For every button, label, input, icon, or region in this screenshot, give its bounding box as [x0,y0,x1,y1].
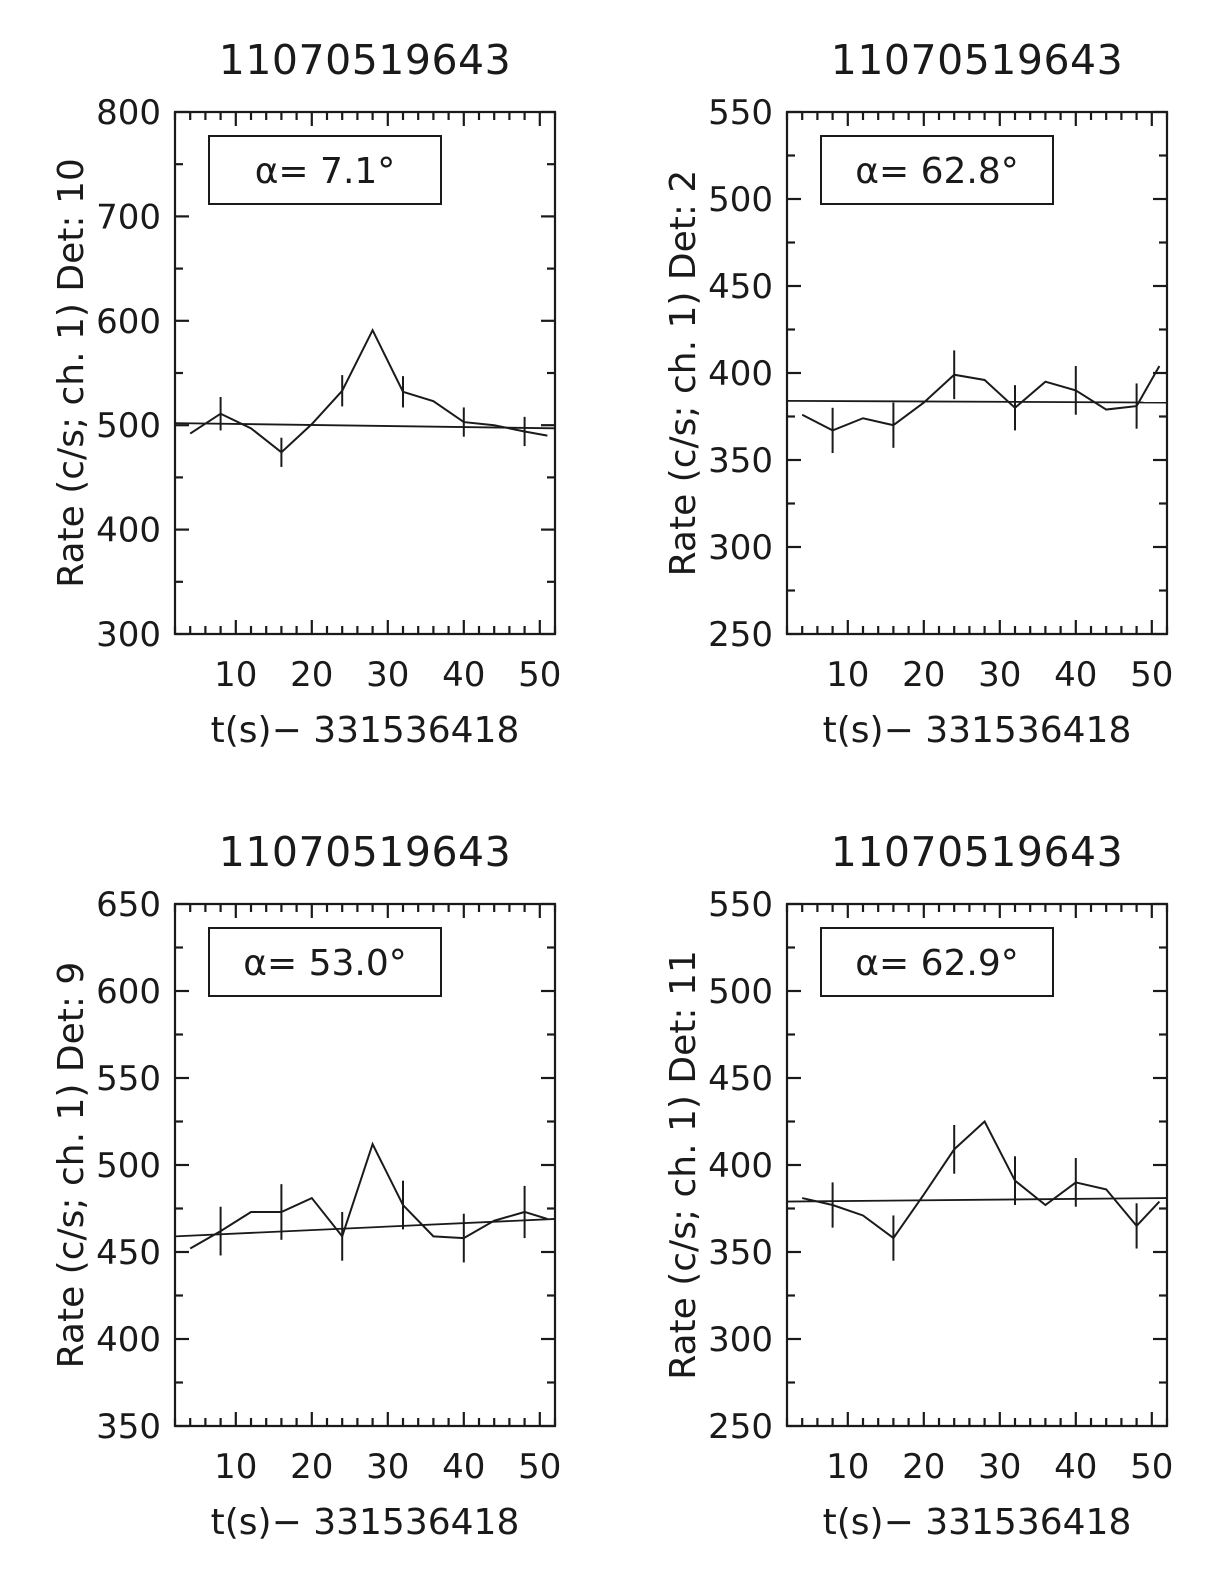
y-tick-label: 500 [96,1146,161,1186]
x-tick-label: 20 [902,1447,946,1487]
y-tick-label: 550 [708,93,773,133]
y-tick-label: 600 [96,972,161,1012]
y-tick-label: 400 [708,1146,773,1186]
y-axis-label: Rate (c/s; ch. 1) Det: 9 [51,961,92,1369]
y-tick-label: 250 [708,615,773,655]
data-series-line [802,1122,1159,1239]
background-fit-line [787,401,1167,403]
x-tick-label: 30 [978,1447,1022,1487]
y-tick-label: 700 [96,197,161,238]
chart-panel-2 [0,792,612,1584]
y-tick-label: 300 [96,615,161,655]
y-tick-label: 500 [708,972,773,1012]
x-tick-label: 10 [214,1447,258,1487]
chart-panel-0 [0,0,612,792]
x-tick-label: 10 [826,655,870,695]
alpha-annotation-text: α= 7.1° [254,151,396,192]
chart-title: 11070519643 [830,36,1124,84]
y-tick-label: 450 [708,267,773,307]
y-tick-label: 400 [708,354,773,394]
chart-panel-1 [612,0,1224,792]
y-tick-label: 800 [96,93,161,133]
y-tick-label: 300 [708,1320,773,1360]
y-tick-label: 400 [96,510,161,551]
x-tick-label: 30 [366,1447,410,1487]
y-tick-label: 400 [96,1320,161,1360]
x-tick-label: 40 [442,1447,486,1487]
x-tick-label: 30 [366,655,410,695]
y-axis-label: Rate (c/s; ch. 1) Det: 11 [663,950,704,1380]
x-axis-label: t(s)− 331536418 [822,1502,1132,1543]
error-bars [833,1125,1137,1261]
y-tick-label: 250 [708,1407,773,1447]
chart-svg [612,792,1224,1584]
background-fit-line [787,1198,1167,1201]
y-axis-label: Rate (c/s; ch. 1) Det: 2 [663,169,704,577]
chart-svg [612,0,1224,792]
chart-title: 11070519643 [830,828,1124,876]
y-tick-label: 650 [96,885,161,925]
alpha-annotation-text: α= 62.8° [855,151,1019,192]
x-axis-label: t(s)− 331536418 [210,710,520,751]
y-tick-label: 450 [96,1233,161,1273]
y-tick-label: 550 [96,1059,161,1099]
x-tick-label: 10 [826,1447,870,1487]
x-tick-label: 50 [518,655,562,695]
x-axis-label: t(s)− 331536418 [822,710,1132,751]
x-tick-label: 20 [902,655,946,695]
x-tick-label: 50 [1130,655,1174,695]
x-tick-label: 40 [442,655,486,695]
chart-svg [0,0,612,792]
chart-svg [0,792,612,1584]
data-series-line [802,366,1159,430]
y-tick-label: 550 [708,885,773,925]
alpha-annotation-text: α= 62.9° [855,943,1019,984]
chart-panel-3 [612,792,1224,1584]
y-tick-label: 350 [96,1407,161,1447]
y-tick-label: 500 [96,406,161,447]
y-tick-label: 300 [708,528,773,568]
y-tick-label: 600 [96,301,161,342]
x-tick-label: 40 [1054,1447,1098,1487]
y-tick-label: 500 [708,180,773,220]
x-tick-label: 50 [1130,1447,1174,1487]
x-axis-label: t(s)− 331536418 [210,1502,520,1543]
chart-title: 11070519643 [218,36,512,84]
x-tick-label: 20 [290,655,334,695]
data-series-line [190,330,547,452]
x-tick-label: 50 [518,1447,562,1487]
chart-title: 11070519643 [218,828,512,876]
x-tick-label: 40 [1054,655,1098,695]
y-tick-label: 450 [708,1059,773,1099]
x-tick-label: 10 [214,655,258,695]
error-bars [221,375,525,467]
y-tick-label: 350 [708,1233,773,1273]
y-tick-label: 350 [708,441,773,481]
alpha-annotation-text: α= 53.0° [243,943,407,984]
x-tick-label: 30 [978,655,1022,695]
x-tick-label: 20 [290,1447,334,1487]
y-axis-label: Rate (c/s; ch. 1) Det: 10 [51,158,92,588]
background-fit-line [175,1219,555,1236]
